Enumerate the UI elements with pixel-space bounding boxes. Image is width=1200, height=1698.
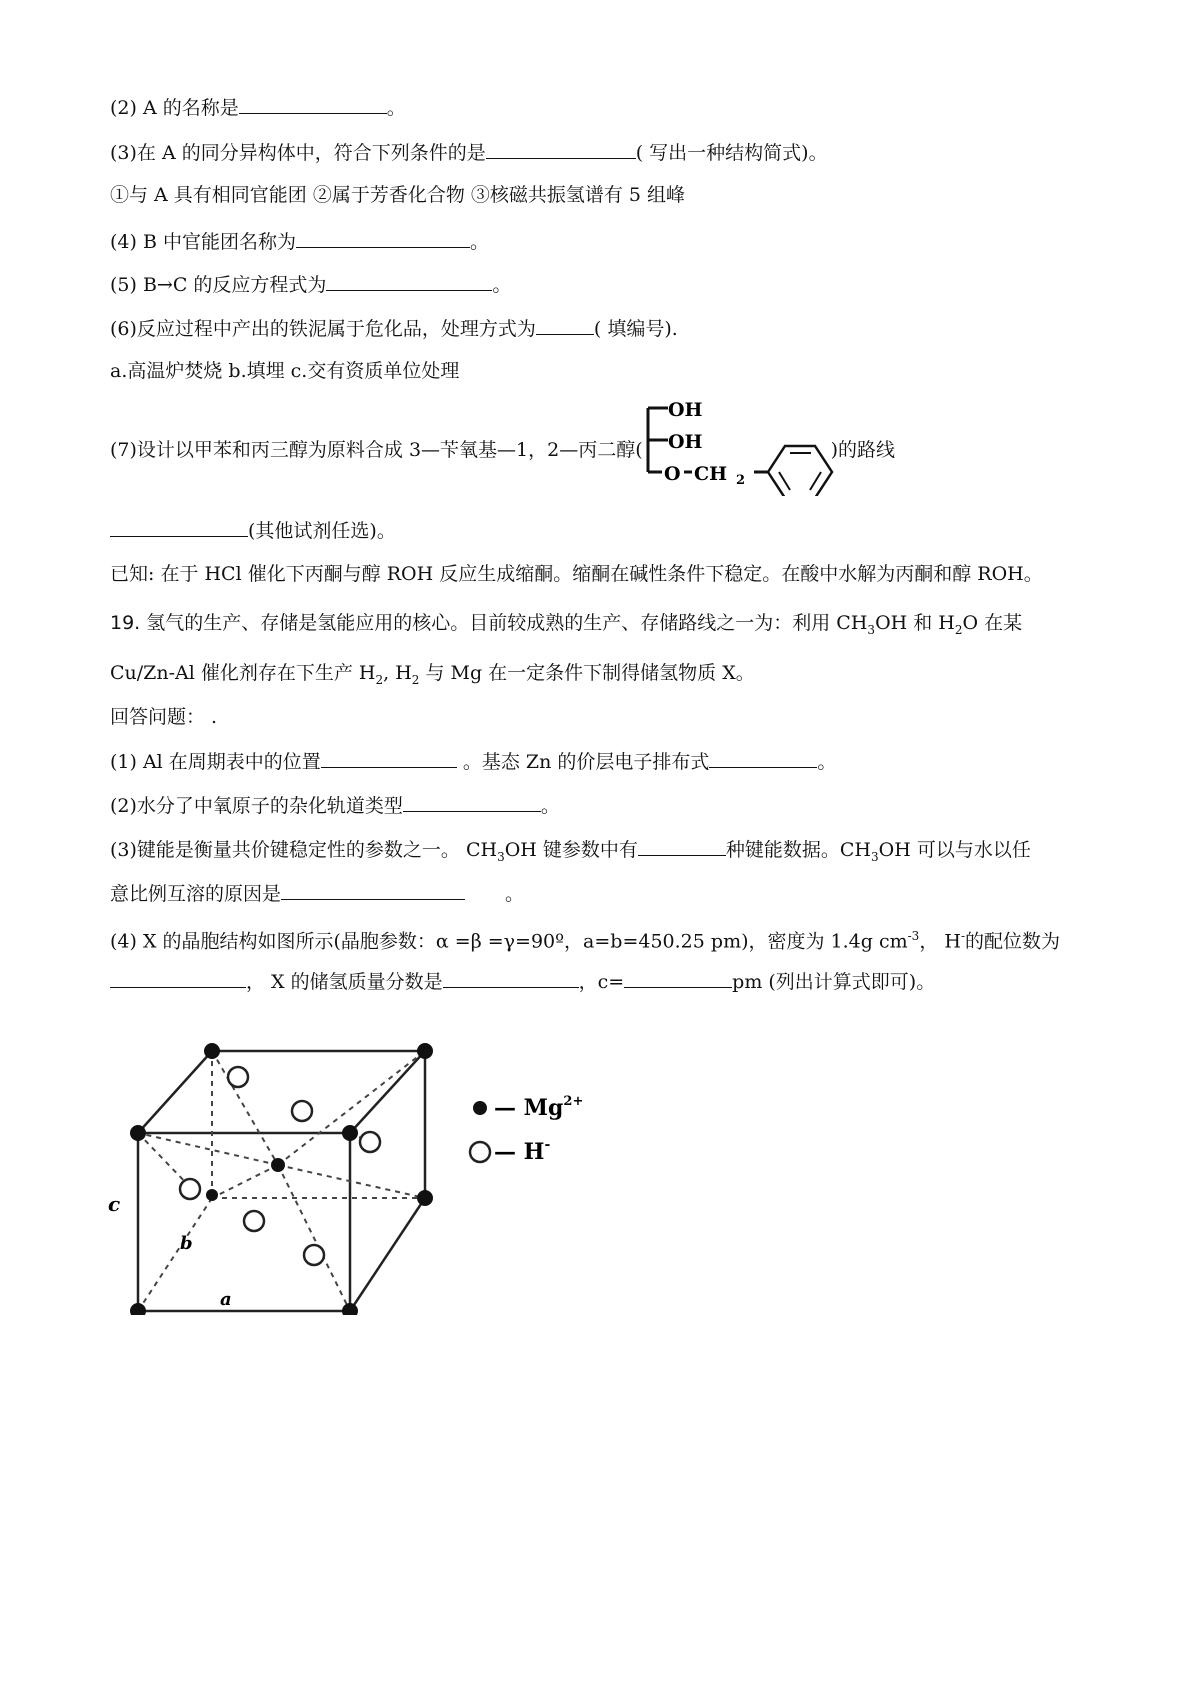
answer-blank[interactable] [709, 747, 817, 768]
h-atom [228, 1067, 248, 1087]
h-atom [244, 1211, 264, 1231]
legend-h-symbol [470, 1142, 490, 1162]
q18-part3: (3)在 A 的同分异构体中，符合下列条件的是 ( 写出一种结构简式)。 [110, 138, 828, 166]
axis-label-c: c [108, 1192, 121, 1216]
o-label: O [664, 463, 681, 485]
h-atom [292, 1101, 312, 1121]
ch-label: CH [694, 463, 728, 485]
q18-known: 已知: 在于 HCl 催化下丙酮与醇 ROH 反应生成缩酮。缩酮在碱性条件下稳定。在酸中水解为丙酮和醇 ROH。 [110, 563, 1043, 585]
answer-blank[interactable] [326, 270, 492, 291]
q19-part3-line2: 意比例互溶的原因是 。 [110, 879, 524, 907]
q19-part3: (3)键能是衡量共价键稳定性的参数之一。 $CH_3OH$ 键参数中有 种键能数据。$CH_3OH$ 可以与水以任 [110, 835, 1031, 870]
oh-label-1: OH [668, 399, 703, 421]
answer-blank[interactable] [486, 138, 636, 159]
q19-answer-prompt: 回答问题： . [110, 706, 218, 728]
q19-intro-line1: 19. 氢气的生产、存储是氢能应用的核心。目前较成熟的生产、存储路线之一为：利用 $CH_3OH$ 和 $H_2O$ 在某 [110, 612, 1023, 637]
answer-blank[interactable] [110, 516, 248, 537]
legend-mg-symbol [473, 1101, 487, 1115]
q19-part4-line2: ， X 的储氢质量分数是 ，c= pm (列出计算式即可)。 [110, 967, 935, 995]
q18-part7-line2: (其他试剂任选)。 [110, 516, 396, 544]
legend-h-label: — H- [494, 1137, 551, 1165]
mg-atom [342, 1125, 358, 1141]
q18-conditions: ①与 A 具有相同官能团 ②属于芳香化合物 ③核磁共振氢谱有 5 组峰 [110, 184, 686, 206]
mg-atom [130, 1125, 146, 1141]
axis-label-a: a [220, 1289, 232, 1310]
q19-part4: (4) X 的晶胞结构如图所示(晶胞参数：α =β =γ=90º，a=b=450.25 pm)，密度为 1.4g $cm^{-3}$， H-的配位数为 [110, 929, 1061, 953]
h-atom [304, 1245, 324, 1265]
mg-atom [271, 1158, 285, 1172]
legend-mg-label: — $Mg^{2+}$ [494, 1094, 584, 1121]
q18-options: a.高温炉焚烧 b.填埋 c.交有资质单位处理 [110, 360, 460, 382]
q18-part6: (6)反应过程中产出的铁泥属于危化品，处理方式为 ( 填编号). [110, 314, 678, 342]
mg-atom [130, 1303, 146, 1315]
axis-label-b: b [180, 1233, 193, 1254]
oh-label-2: OH [668, 431, 703, 453]
answer-blank[interactable] [110, 967, 246, 988]
answer-blank[interactable] [239, 93, 387, 114]
answer-blank[interactable] [624, 967, 732, 988]
answer-blank[interactable] [321, 747, 457, 768]
q18-part2: (2) A 的名称是 。 [110, 93, 406, 121]
answer-blank[interactable] [638, 835, 726, 856]
ch-subscript: 2 [736, 473, 746, 488]
q18-part4: (4) B 中官能团名称为 。 [110, 227, 489, 255]
q19-part1: (1) Al 在周期表中的位置 。基态 Zn 的价层电子排布式 。 [110, 747, 836, 775]
crystal-cell-figure [100, 1035, 620, 1315]
question-number: 19. [110, 612, 141, 634]
benzyloxy-propanediol-structure [640, 396, 840, 496]
answer-blank[interactable] [443, 967, 579, 988]
mg-atom [204, 1043, 220, 1059]
answer-blank[interactable] [296, 227, 470, 248]
answer-blank[interactable] [281, 879, 465, 900]
q19-intro-line2: Cu/Zn-Al 催化剂存在下生产 $H_2$, $H_2$ 与 Mg 在一定条件下制得储氢物质 X。 [110, 662, 755, 687]
answer-blank[interactable] [403, 791, 541, 812]
h-atom [360, 1132, 380, 1152]
mg-atom [417, 1190, 433, 1206]
mg-atom [417, 1043, 433, 1059]
answer-blank[interactable] [536, 314, 594, 335]
q19-part2: (2)水分了中氧原子的杂化轨道类型 。 [110, 791, 560, 819]
q18-part5: (5) B→C 的反应方程式为 。 [110, 270, 511, 298]
h-atom [180, 1179, 200, 1199]
q18-part7: (7)设计以甲苯和丙三醇为原料合成 3—苄氧基—1，2—丙二醇( )的路线 [110, 439, 896, 461]
mg-atom [206, 1189, 218, 1201]
